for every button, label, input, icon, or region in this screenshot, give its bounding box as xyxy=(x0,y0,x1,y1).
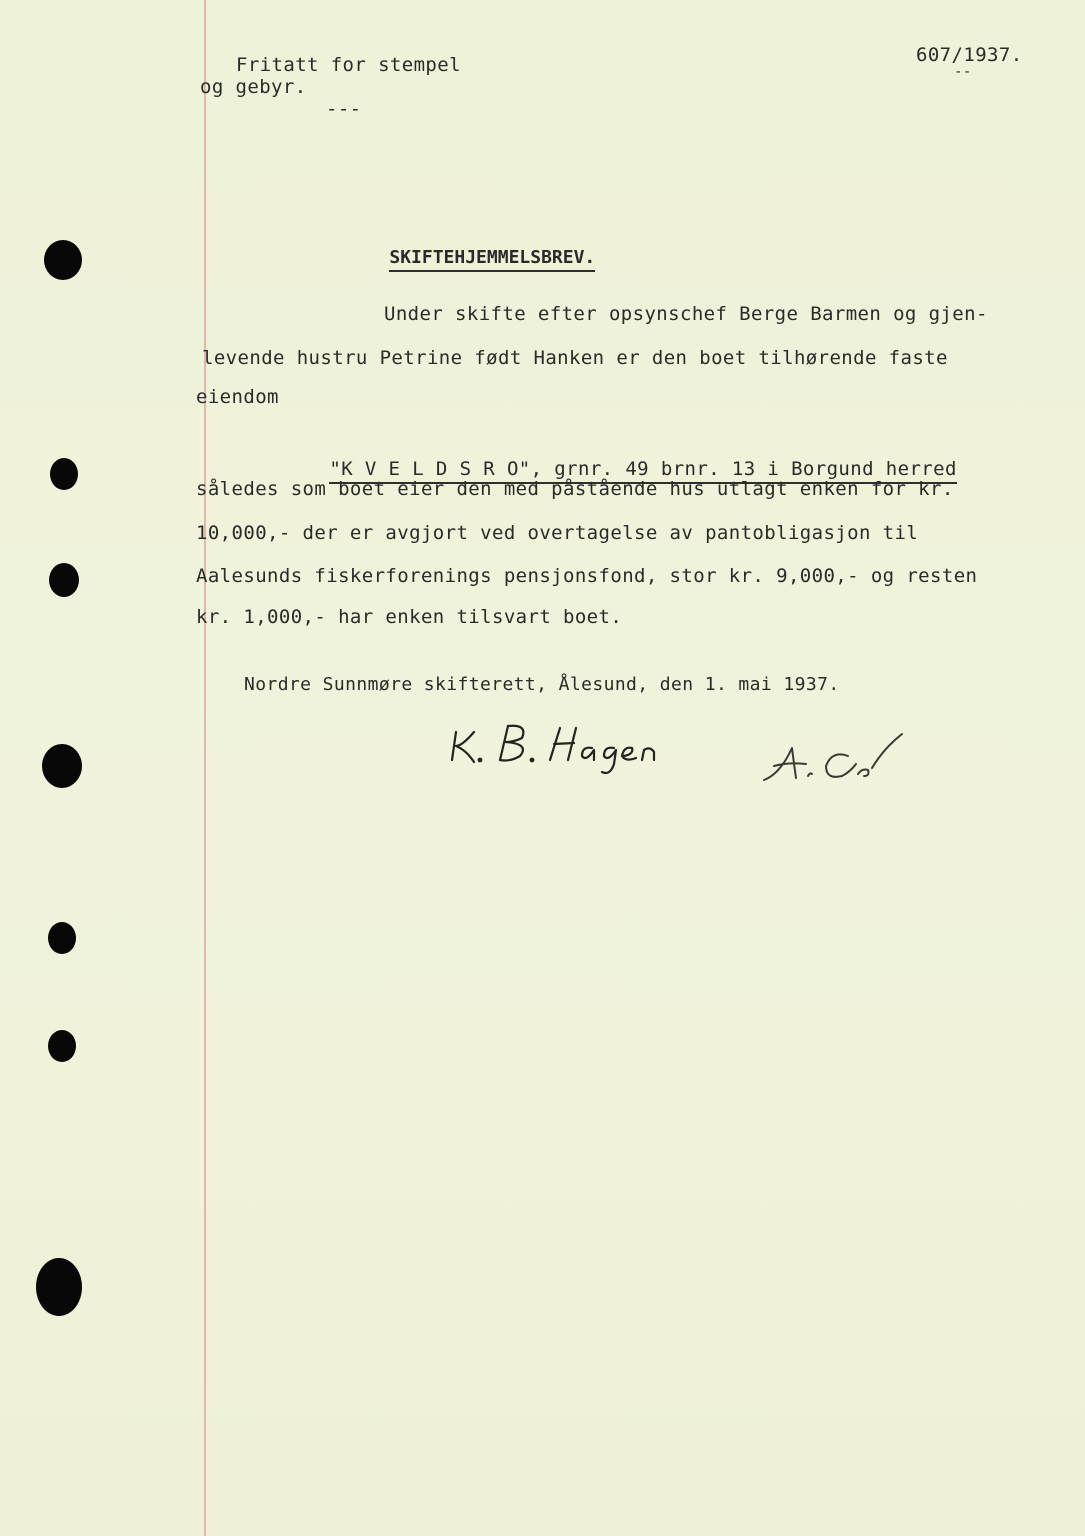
exempt-note-line2: og gebyr. xyxy=(200,76,307,98)
place-date: Nordre Sunnmøre skifterett, Ålesund, den 1. mai 1937. xyxy=(244,674,840,695)
property-line-text: "K V E L D S R O", grnr. 49 brnr. 13 i Borgund herred xyxy=(329,458,956,484)
body-line: 10,000,- der er avgjort ved overtagelse av pantobligasjon til xyxy=(196,522,919,544)
body-line: således som boet eier den med påstående hus utlagt enken for kr. xyxy=(196,478,954,500)
body-line: eiendom xyxy=(196,386,279,408)
margin-rule xyxy=(204,0,206,1536)
punch-hole xyxy=(36,1258,82,1316)
document-title xyxy=(346,226,595,289)
body-line: Under skifte efter opsynschef Berge Barmen og gjen- xyxy=(384,303,988,325)
punch-hole xyxy=(50,458,78,490)
exempt-note-dashes: --- xyxy=(326,98,362,120)
signature-initials xyxy=(760,728,910,792)
signature-main xyxy=(450,712,710,782)
body-line: levende hustru Petrine født Hanken er den boet tilhørende faste xyxy=(202,347,948,369)
punch-hole xyxy=(42,744,82,788)
body-line: Aalesunds fiskerforenings pensjonsfond, stor kr. 9,000,- og resten xyxy=(196,565,978,587)
punch-hole xyxy=(44,240,82,280)
document-title-text: SKIFTEHJEMMELSBREV. xyxy=(389,247,595,272)
punch-hole xyxy=(48,1030,76,1062)
exempt-note-line1: Fritatt for stempel xyxy=(236,54,461,76)
body-line: kr. 1,000,- har enken tilsvart boet. xyxy=(196,606,623,628)
signature-main-text: K. B. Hagen xyxy=(450,712,457,713)
document-number: 607/1937. xyxy=(916,44,1023,66)
punch-hole xyxy=(48,922,76,954)
document-number-dashes: -- xyxy=(954,64,972,80)
punch-hole xyxy=(49,563,79,597)
signature-initials-text: A. C. xyxy=(760,728,764,729)
